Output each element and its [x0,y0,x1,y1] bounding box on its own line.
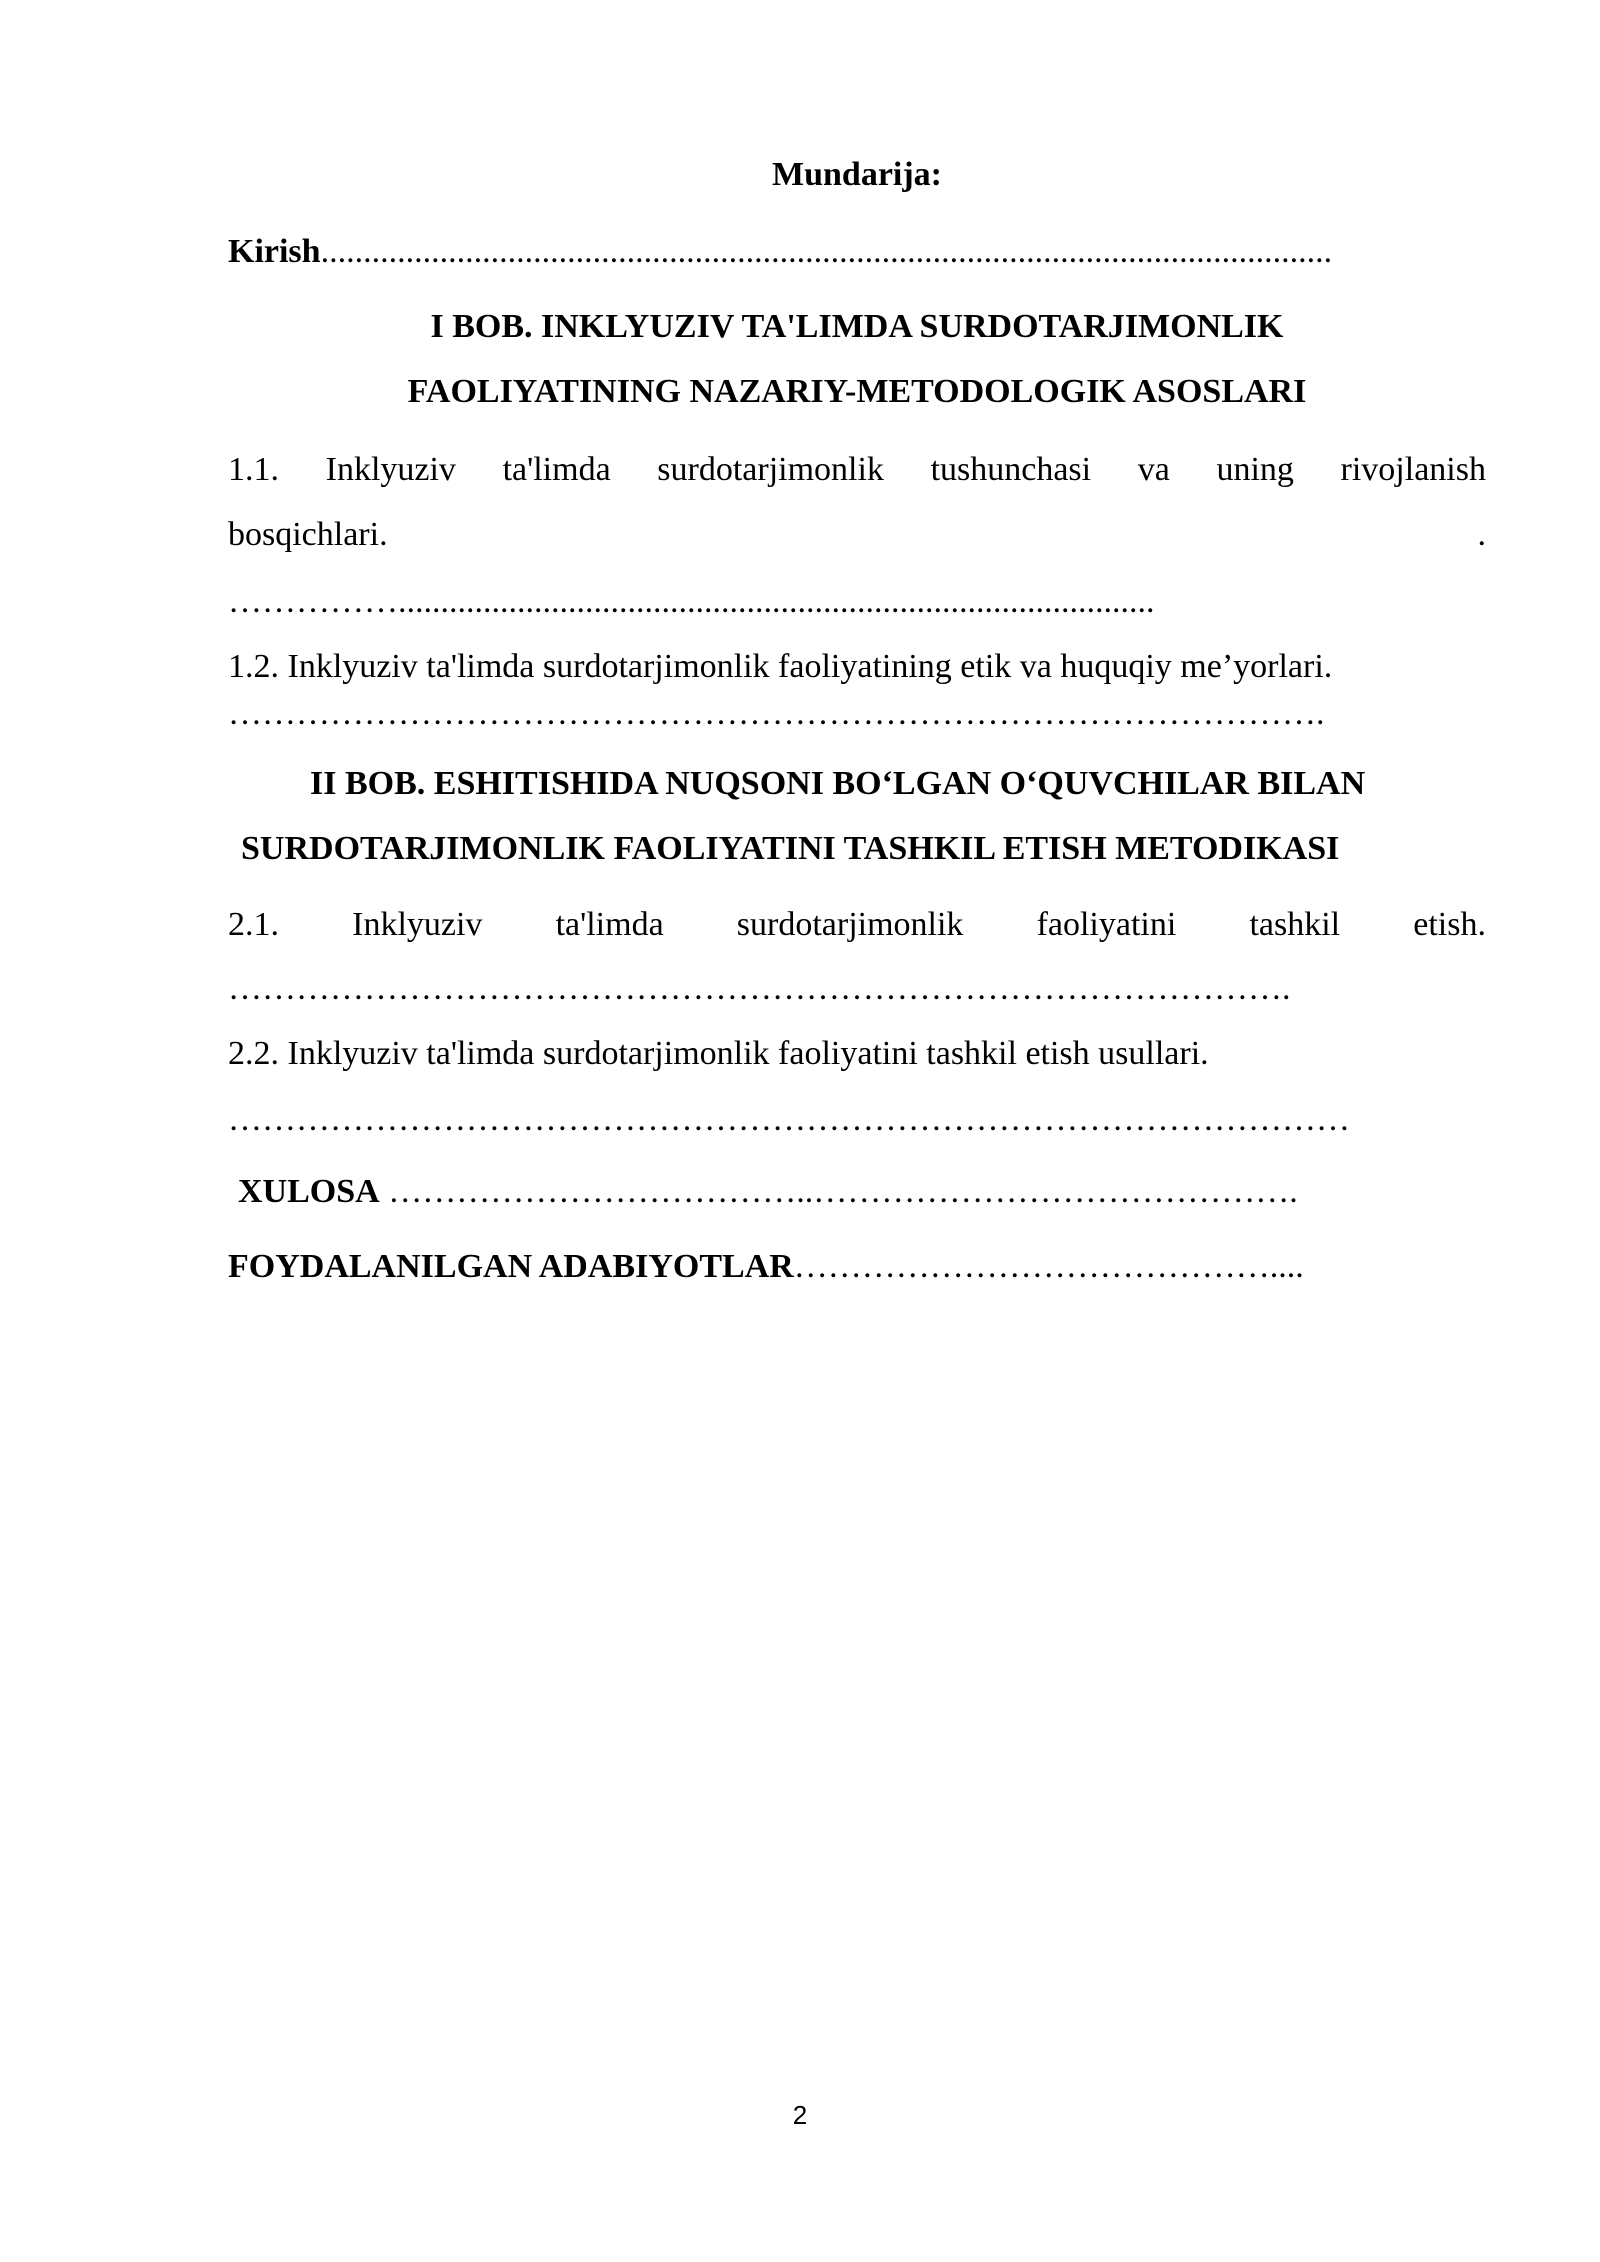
toc-entry-intro-label: Kirish [228,233,321,270]
toc-entry-2-1-dots: …………………………………………………………………………………. [228,970,1291,1007]
chapter1-heading-line2: FAOLIYATINING NAZARIY-METODOLOGIK ASOSLARI [407,373,1307,410]
toc-entry-2-2-dots: ……………………………………………………………………………………… [228,1101,1350,1138]
toc-entry-2-1-word: ta'limda [555,906,664,943]
toc-entry-1-2: 1.2. Inklyuziv ta'limda surdotarjimonlik faoliyatining etik va huquqiy me’yorlari. [228,648,1333,685]
toc-entry-conclusion-dots: ………………………………..……………………………………. [388,1173,1298,1210]
toc-entry-1-1-word: rivojlanish [1340,451,1486,488]
toc-entry-1-1-word: ta'limda [502,451,611,488]
toc-entry-references-dots: …………………………………….... [793,1248,1304,1285]
toc-entry-2-1-word: Inklyuziv [352,906,483,943]
chapter2-heading-line1: II BOB. ESHITISHIDA NUQSONI BO‘LGAN O‘QUVCHILAR BILAN [310,765,1366,802]
toc-entry-conclusion [238,1170,1486,1214]
toc-entry-2-1-word: faoliyatini [1036,906,1177,943]
chapter1-heading-line1: I BOB. INKLYUZIV TA'LIMDA SURDOTARJIMONLIK [430,308,1284,345]
chapter2-heading-line2: SURDOTARJIMONLIK FAOLIYATINI TASHKIL ETISH METODIKASI [241,830,1340,867]
page-number: 2 [792,2100,808,2130]
toc-entry-2-1 [228,903,1486,947]
toc-entry-2-1-word: surdotarjimonlik [736,906,964,943]
toc-entry-intro [228,230,1486,274]
toc-entry-1-1-word: surdotarjimonlik [657,451,884,488]
toc-entry-1-1-word: 1.1. [228,451,279,488]
toc-entry-1-1-word: tushunchasi [930,451,1092,488]
document-page [228,0,1486,2262]
toc-entry-intro-dots: ....................................................................................................................... [320,233,1333,270]
toc-entry-references [228,1245,1486,1289]
toc-entry-1-1-word: Inklyuziv [325,451,456,488]
toc-entry-conclusion-label: XULOSA [238,1173,380,1210]
toc-entry-1-1-word: bosqichlari. [228,516,388,553]
toc-entry-1-1-word: uning [1216,451,1294,488]
toc-entry-1-2-dots: ……………………………………………………………………………………. [228,695,1325,732]
toc-title: Mundarija: [772,156,942,193]
toc-entry-1-1-dots: ……………......................................................................................... [228,583,1155,620]
toc-entry-1-1-line1 [228,448,1486,492]
toc-entry-1-1-word: va [1137,451,1170,488]
toc-entry-2-2: 2.2. Inklyuziv ta'limda surdotarjimonlik faoliyatini tashkil etish usullari. [228,1035,1209,1072]
toc-entry-1-1-end-dot: . [1477,516,1486,553]
toc-entry-2-1-word: etish. [1413,906,1486,943]
toc-entry-references-label: FOYDALANILGAN ADABIYOTLAR [228,1248,794,1285]
toc-entry-2-1-word: 2.1. [228,906,279,943]
toc-entry-1-1-line2 [228,513,1486,557]
toc-entry-2-1-word: tashkil [1249,906,1341,943]
